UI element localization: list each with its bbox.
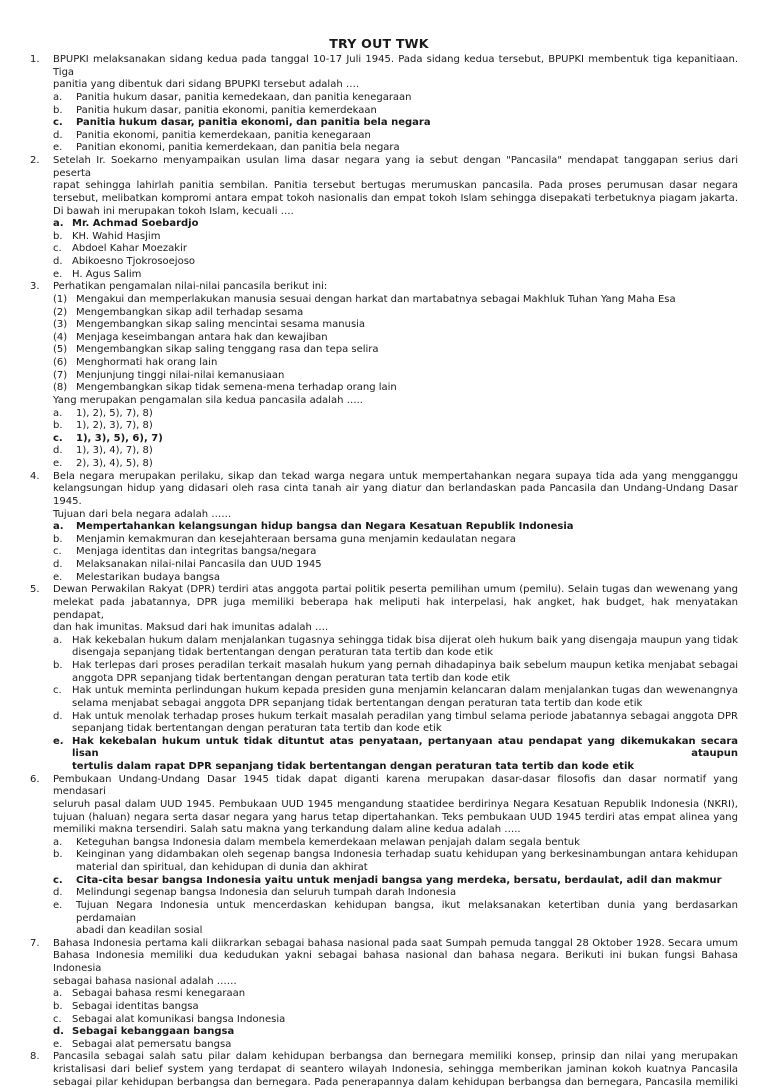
line-text: Bahasa Indonesia memiliki dua kedudukan yakni sebagai bahasa nasional dan bahasa negara. Berikuti ini bukan fungsi Bahasa Indonesia [53,950,738,974]
line-text: seluruh pasal dalam UUD 1945. Pembukaan UUD 1945 mengandung staatidee berdirinya Negara Kesatuan Republik Indonesia (NKRI), [53,798,738,810]
page-title: TRY OUT TWK [329,36,429,51]
statement-line [20,294,738,307]
option-label: a. [53,988,63,1000]
line-text: Sebagai alat komunikasi bangsa Indonesia [72,1013,286,1025]
option-line [20,849,738,862]
question-text-line [20,1064,738,1077]
option-label: a. [53,634,63,646]
option-label: b. [53,533,63,545]
question-number: 2. [30,155,40,166]
option-label: c. [53,243,62,255]
option-line [20,92,738,105]
option-continuation-line [20,647,738,660]
option-line [20,875,738,888]
option-line [20,269,738,282]
line-text: kristalisasi dari belief system yang terdapat di seantero wilayah Indonesia, sehingga memberikan jaminan kokoh kuatnya Pancasila [53,1064,738,1075]
line-text: Abikoesno Tjokrosoejoso [72,256,196,267]
line-text: 1), 3), 5), 6), 7) [76,432,163,444]
question-line [20,155,738,180]
option-label: d. [53,710,63,722]
line-text: Di bawah ini merupakan tokoh Islam, kecuali …. [53,205,294,217]
question-text-line [20,1077,738,1089]
line-text: Hak untuk meminta perlindungan hukum kepada presiden guna menjamin kelancaran dalam menjalankan tugas dan wewenangnya [72,685,738,697]
option-label: (5) [53,344,68,356]
option-label: d. [53,445,63,457]
option-label: c. [53,1013,62,1025]
line-text: memiliki makna tersendiri. Salah satu makna yang terkandung dalam aline kedua adalah ….. [53,824,521,836]
line-text: Keinginan yang didambakan oleh segenap bangsa Indonesia terhadap suatu kehidupan yang berkesinambungan antara kehidupan [76,849,738,861]
line-text: anggota DPR sepanjang tidak bertentangan dengan peraturan tata tertib dan kode etik [72,672,510,684]
line-text: Perhatikan pengamalan nilai-nilai pancasila berikut ini: [53,281,328,293]
option-line [20,243,738,256]
option-line [20,925,738,938]
line-text: Panitia hukum dasar, panitia ekonomi, dan panitia bela negara [76,117,431,129]
line-text: Sebagai bahasa resmi kenegaraan [72,988,246,1000]
option-label: e. [53,268,63,280]
line-text: sebagai pilar kehidupan berbangsa dan bernegara. Pada penerapannya dalam kehidupan berbangsa dan bernegara, Pancasila memiliki [53,1076,738,1088]
line-text: Yang merupakan pengamalan sila kedua pancasila adalah ….. [53,394,363,406]
option-label: e. [53,1038,63,1050]
option-label: b. [53,230,63,242]
question-text-line [20,193,738,206]
option-label: c. [53,432,63,444]
option-line [20,837,738,850]
line-text: Mempertahankan kelangsungan hidup bangsa dan Negara Kesatuan Republik Indonesia [76,521,574,533]
option-label: b. [53,849,63,861]
line-text: abadi dan keadilan sosial [76,925,203,937]
question-list [20,54,738,1089]
line-text: Mengembangkan sikap saling mencintai sesama manusia [76,319,366,331]
option-line [20,521,738,534]
line-text: sebagai bahasa nasional adalah …… [53,975,237,987]
option-line [20,1014,738,1027]
line-text: panitia yang dibentuk dari sidang BPUPKI tersebut adalah …. [53,79,360,91]
option-continuation-line [20,761,738,774]
line-text: Setelah Ir. Soekarno menyampaikan usulan lima dasar negara yang ia sebut dengan "Pancasila" mendapat tanggapan serius dari peserta [53,155,738,179]
option-label: e. [53,571,63,583]
option-line [20,1001,738,1014]
line-text: Mr. Achmad Soebardjo [72,218,199,230]
line-text: Menjaga keseimbangan antara hak dan kewajiban [76,331,328,343]
option-line [20,635,738,648]
option-line [20,900,738,925]
line-text: Sebagai kebanggaan bangsa [72,1026,235,1038]
option-label: e. [53,735,64,747]
line-text: Bahasa Indonesia pertama kali diikrarkan sebagai bahasa nasional pada saat Sumpah pemuda tanggal 28 Oktober 1928. Secara umum [53,937,738,949]
line-text: Tujuan Negara Indonesia untuk mencerdaskan kehidupan bangsa, ikut melaksanakan ketertiban dunia yang berdasarkan perdamaian [76,899,738,924]
line-text: Hak kekebalan hukum dalam menjalankan tugasnya sehingga tidak bisa dijerat oleh hukum baik yang disengaja maupun yang tidak [72,634,738,646]
question-line [20,774,738,799]
line-text: Mengembangkan sikap adil terhadap sesama [76,306,304,318]
line-text: 1), 3), 4), 7), 8) [76,445,153,457]
line-text: rapat sehingga lahirlah panitia sembilan. Panitia tersebut bertugas merumuskan pancasila. Pada proses perumusan dasar negara [53,180,738,192]
line-text: Panitian ekonomi, panitia kemerdekaan, dan panitia bela negara [76,142,400,154]
option-label: (2) [53,306,68,318]
line-text: Cita-cita besar bangsa Indonesia yaitu untuk menjadi bangsa yang merdeka, bersatu, berdaulat, adil dan makmur [76,874,722,886]
question-text-line [20,483,738,508]
line-text: Menjunjung tinggi nilai-nilai kemanusiaan [76,369,285,381]
question-line [20,54,738,79]
option-label: d. [53,129,63,141]
line-text: Tujuan dari bela negara adalah …… [53,508,232,520]
line-text: Pembukaan Undang-Undang Dasar 1945 tidak dapat diganti karena merupakan dasar-dasar filosofis dan dasar normatif yang mendasari [53,773,738,798]
option-line [20,1039,738,1052]
question-line [20,471,738,484]
line-text: H. Agus Salim [72,268,142,280]
statement-line [20,370,738,383]
option-line [20,711,738,724]
line-text: KH. Wahid Hasjim [72,230,161,242]
question-number: 3. [30,281,40,293]
question-number: 5. [30,584,40,596]
option-line [20,988,738,1001]
option-line [20,408,738,421]
question-number: 7. [30,937,40,949]
line-text: Bela negara merupakan perilaku, sikap dan tekad warga negara untuk mempertahankan negara supaya tida ada yang mengganggu [53,470,738,482]
option-label: e. [53,458,63,469]
question-line [20,1051,738,1064]
option-label: e. [53,899,63,911]
option-line [20,559,738,572]
option-label: a. [53,218,64,230]
statement-line [20,307,738,320]
line-text: Melestarikan budaya bangsa [76,571,221,583]
line-text: dan hak imunitas. Maksud dari hak imunitas adalah …. [53,622,329,634]
statement-line [20,319,738,332]
option-line [20,142,738,155]
option-label: d. [53,1026,64,1038]
option-label: d. [53,887,63,899]
option-line [20,1026,738,1039]
option-line [20,105,738,118]
option-line [20,117,738,130]
line-text: tersebut, melibatkan kompromi antara empat tokoh nasionalis dan empat tokoh Islam sehingga disepakati terbetuknya piagam jakarta. [53,192,738,204]
question-number: 8. [30,1051,40,1063]
option-line [20,862,738,875]
option-label: (3) [53,319,68,331]
line-text: tujuan (haluan) negara serta dasar negara yang harus tetap dipertahankan. Teks pembukaan UUD 1945 terdiri atas empat alinea yang [53,811,738,823]
option-line [20,256,738,269]
option-line [20,660,738,673]
statement-line [20,344,738,357]
line-text: Hak kekebalan hukum untuk tidak dituntut atas penyataan, pertanyaan atau pendapat yang dikemukakan secara lisan ataupun [72,735,738,760]
option-label: a. [53,836,63,848]
question-text-line [20,79,738,92]
option-label: b. [53,1000,63,1012]
option-line [20,572,738,585]
question-text-line [20,976,738,989]
option-line [20,433,738,446]
option-label: (6) [53,357,68,368]
option-label: (7) [53,369,68,381]
line-text: Menghormati hak orang lain [76,357,218,368]
option-label: a. [53,91,63,103]
option-line [20,685,738,698]
line-text: Melindungi segenap bangsa Indonesia dan seluruh tumpah darah Indonesia [76,887,457,899]
line-text: sepanjang tidak bertentangan dengan peraturan tata tertib dan kode etik [72,723,442,735]
option-line [20,231,738,244]
question-text-line [20,812,738,825]
option-continuation-line [20,698,738,711]
line-text: Menjaga identitas dan integritas bangsa/negara [76,546,317,558]
line-text: disengaja sepanjang tidak bertentangan dengan peraturan tata tertib dan kode etik [72,647,494,659]
option-line [20,420,738,433]
option-label: c. [53,546,62,558]
question-text-line [20,597,738,622]
question-text-line [20,824,738,837]
question-line [20,584,738,597]
question-line [20,938,738,951]
line-text: selama menjabat sebagai anggota DPR sepanjang tidak bertentangan dengan peraturan tata tertib dan kode etik [72,697,643,709]
option-line [20,736,738,761]
line-text: Mengembangkan sikap saling tenggang rasa dan tepa selira [76,344,379,356]
option-label: b. [53,660,63,671]
question-text-line [20,509,738,522]
question-text-line [20,206,738,219]
option-label: c. [53,874,63,886]
line-text: Hak terlepas dari proses peradilan terkait masalah hukum yang pernah dihadapinya baik sebelum maupun ketika menjabat sebagai [72,660,738,671]
line-text: Sebagai alat pemersatu bangsa [72,1038,232,1050]
line-text: Pancasila sebagai salah satu pilar dalam kehidupan berbangsa dan bernegara memiliki konsep, prinsip dan nilai yang merupakan [53,1051,738,1063]
statement-line [20,357,738,370]
option-line [20,534,738,547]
statement-line [20,382,738,395]
question-number: 1. [30,54,40,65]
option-continuation-line [20,673,738,686]
question-text-line [20,395,738,408]
question-text-line [20,622,738,635]
line-text: Abdoel Kahar Moezakir [72,243,187,255]
question-text-line [20,950,738,975]
option-line [20,546,738,559]
statement-line [20,332,738,345]
option-label: d. [53,559,63,570]
option-line [20,218,738,231]
line-text: Mengembangkan sikap tidak semena-mena terhadap orang lain [76,382,397,394]
option-label: c. [53,685,62,697]
question-line [20,281,738,294]
option-label: (1) [53,293,68,305]
option-label: e. [53,142,63,154]
line-text: 2), 3), 4), 5), 8) [76,458,153,469]
line-text: 1), 2), 5), 7), 8) [76,407,153,419]
question-text-line [20,799,738,812]
line-text: BPUPKI melaksanakan sidang kedua pada tanggal 10-17 Juli 1945. Pada sidang kedua tersebut, BPUPKI membentuk tiga kepanitiaan. Tiga [53,54,738,78]
option-label: a. [53,407,63,419]
line-text: Keteguhan bangsa Indonesia dalam membela kemerdekaan melawan penjajah dalam segala bentuk [76,836,580,848]
line-text: Melaksanakan nilai-nilai Pancasila dan UUD 1945 [76,559,322,570]
question-text-line [20,180,738,193]
option-label: b. [53,420,63,432]
option-line [20,130,738,143]
option-label: (4) [53,331,68,343]
line-text: Menjamin kemakmuran dan kesejahteraan bersama guna menjamin kedaulatan negara [76,533,516,545]
line-text: Sebagai identitas bangsa [72,1000,199,1012]
line-text: 1), 2), 3), 7), 8) [76,420,153,432]
option-line [20,445,738,458]
line-text: kelangsungan hidup yang didasari oleh rasa cinta tanah air yang diatur dan berlandaskan pada Pancasila dan Undang-Undang Dasar 1945. [53,483,738,507]
option-continuation-line [20,723,738,736]
option-label: b. [53,104,63,116]
line-text: melekat pada jabatannya, DPR juga memiliki beberapa hak meliputi hak interpelasi, hak angket, hak budget, hak menyatakan pendapat, [53,596,738,621]
option-line [20,458,738,471]
line-text: Hak untuk menolak terhadap proses hukum terkait masalah peradilan yang timbul selama periode jabatannya sebagai anggota DPR [72,710,738,722]
question-number: 4. [30,470,40,482]
line-text: Mengakui dan memperlakukan manusia sesuai dengan harkat dan martabatnya sebagai Makhluk Tuhan Yang Maha Esa [76,293,676,305]
line-text: Dewan Perwakilan Rakyat (DPR) terdiri atas anggota partai politik peserta pemilihan umum (pemilu). Selain tugas dan wewenang yang [53,584,738,596]
line-text: Panitia hukum dasar, panitia ekonomi, panitia kemerdekaan [76,104,377,116]
line-text: Panitia ekonomi, panitia kemerdekaan, panitia kenegaraan [76,129,371,141]
option-line [20,887,738,900]
option-label: c. [53,117,63,129]
question-number: 6. [30,773,40,785]
option-label: (8) [53,382,68,394]
line-text: material dan spiritual, dan kehidupan di dunia dan akhirat [76,862,368,873]
line-text: tertulis dalam rapat DPR sepanjang tidak bertentangan dengan peraturan tata tertib dan kode etik [72,761,635,772]
option-label: a. [53,521,64,533]
option-label: d. [53,256,63,267]
line-text: Panitia hukum dasar, panitia kemedekaan, dan panitia kenegaraan [76,91,412,103]
